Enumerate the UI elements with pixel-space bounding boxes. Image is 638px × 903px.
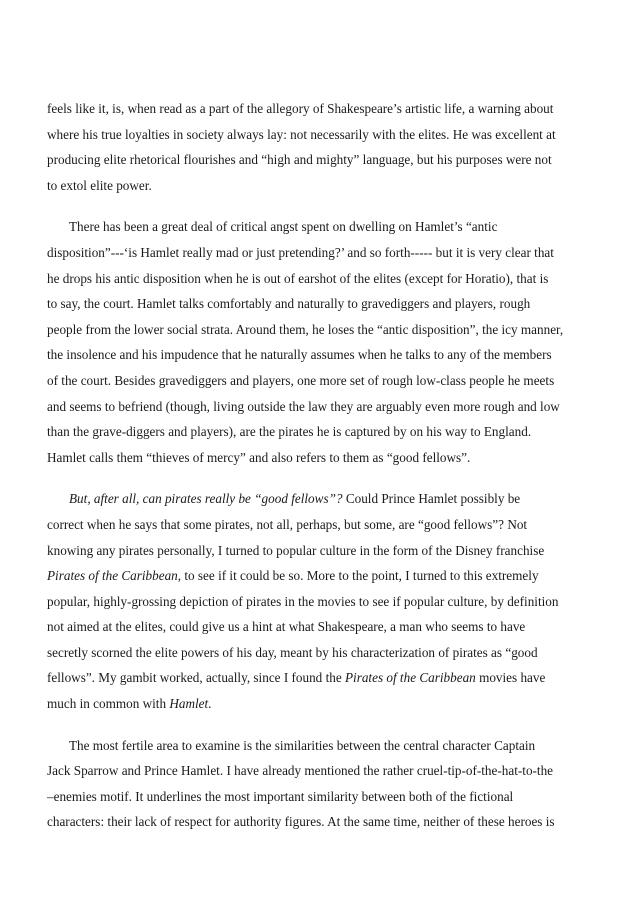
italic-run: But, after all, can pirates really be “good fellows”?	[69, 491, 343, 507]
text-line	[47, 589, 599, 615]
italic-run: Pirates of the Caribbean	[344, 670, 476, 686]
paragraph	[47, 96, 599, 198]
text-run: than the grave-diggers and players), are the pirates he is captured by on his way to England.	[47, 424, 532, 440]
text-run: feels like it, is, when read as a part of the allegory of Shakespeare’s artistic life, a warning about	[47, 101, 554, 116]
text-line	[47, 563, 599, 589]
text-run: he drops his antic disposition when he is out of earshot of the elites (except for Horatio), that is	[47, 270, 549, 286]
text-run: people from the lower social strata. Around them, he loses the “antic disposition”, the icy manner,	[47, 321, 564, 337]
text-run: There has been a great deal of critical angst spent on dwelling on Hamlet’s “antic	[69, 219, 498, 235]
text-line	[47, 291, 599, 317]
paragraph-gap	[47, 717, 599, 733]
text-run: and seems to befriend (though, living outside the law they are arguably even more rough and low	[47, 398, 560, 414]
text-line	[47, 122, 599, 148]
text-run: , to see if it could be so. More to the point, I turned to this extremely	[177, 568, 539, 584]
text-run: characters: their lack of respect for authority figures. At the same time, neither of these heroes is	[47, 814, 555, 830]
text-line	[47, 691, 599, 717]
text-line	[47, 665, 599, 691]
text-run: correct when he says that some pirates, not all, perhaps, but some, are “good fellows”? Not	[47, 516, 528, 532]
text-run: Hamlet calls them “thieves of mercy” and also refers to them as “good fellows”.	[47, 449, 471, 465]
text-line	[47, 214, 599, 240]
text-line	[47, 758, 599, 784]
text-line	[47, 240, 599, 266]
italic-run: Pirates of the Caribbean	[47, 568, 178, 584]
text-run: .	[208, 696, 212, 712]
text-line	[47, 733, 599, 759]
text-run: to extol elite power.	[47, 177, 152, 193]
text-run: much in common with	[47, 696, 170, 712]
text-line	[47, 266, 599, 292]
paragraph-gap	[47, 198, 599, 214]
text-run: where his true loyalties in society always lay: not necessarily with the elites. He was excellent at	[47, 126, 556, 142]
text-line	[47, 640, 599, 666]
text-line	[47, 317, 599, 343]
text-line	[47, 342, 599, 368]
text-line	[47, 147, 599, 173]
paragraph	[47, 214, 599, 470]
text-line	[47, 368, 599, 394]
body-text	[47, 96, 599, 835]
text-line	[47, 96, 599, 122]
text-run: popular, highly-grossing depiction of pirates in the movies to see if popular culture, by definition	[47, 593, 559, 609]
text-run: of the court. Besides gravediggers and players, one more set of rough low-class people he meets	[47, 372, 555, 388]
text-run: disposition”---‘is Hamlet really mad or just pretending?’ and so forth----- but it is very clear that	[47, 244, 554, 260]
text-run: producing elite rhetorical flourishes and “high and mighty” language, but his purposes were not	[47, 152, 552, 168]
paragraph-gap	[47, 470, 599, 486]
paragraph	[47, 733, 599, 835]
text-run: not aimed at the elites, could give us a hint at what Shakespeare, a man who seems to have	[47, 619, 526, 635]
text-run: Could Prince Hamlet possibly be	[342, 491, 521, 507]
text-line	[47, 394, 599, 420]
text-line	[47, 419, 599, 445]
text-line	[47, 614, 599, 640]
text-line	[47, 486, 599, 512]
text-line	[47, 445, 599, 471]
italic-run: Hamlet	[169, 696, 209, 712]
text-run: knowing any pirates personally, I turned to popular culture in the form of the Disney franchise	[47, 542, 545, 558]
text-line	[47, 173, 599, 199]
text-run: to say, the court. Hamlet talks comfortably and naturally to gravediggers and players, rough	[47, 296, 531, 312]
text-run: fellows”. My gambit worked, actually, since I found the	[47, 670, 345, 686]
text-line	[47, 538, 599, 564]
text-run: the insolence and his impudence that he naturally assumes when he talks to any of the members	[47, 347, 552, 363]
paragraph	[47, 486, 599, 716]
text-line	[47, 809, 599, 835]
text-run: secretly scorned the elite powers of his day, meant by his characterization of pirates as “good	[47, 644, 538, 660]
text-run: movies have	[475, 670, 546, 686]
text-line	[47, 784, 599, 810]
text-line	[47, 512, 599, 538]
text-run: –enemies motif. It underlines the most important similarity between both of the fictional	[47, 788, 514, 804]
text-run: The most fertile area to examine is the similarities between the central character Captain	[69, 737, 536, 753]
text-run: Jack Sparrow and Prince Hamlet. I have already mentioned the rather cruel-tip-of-the-hat-to-the	[47, 763, 554, 779]
